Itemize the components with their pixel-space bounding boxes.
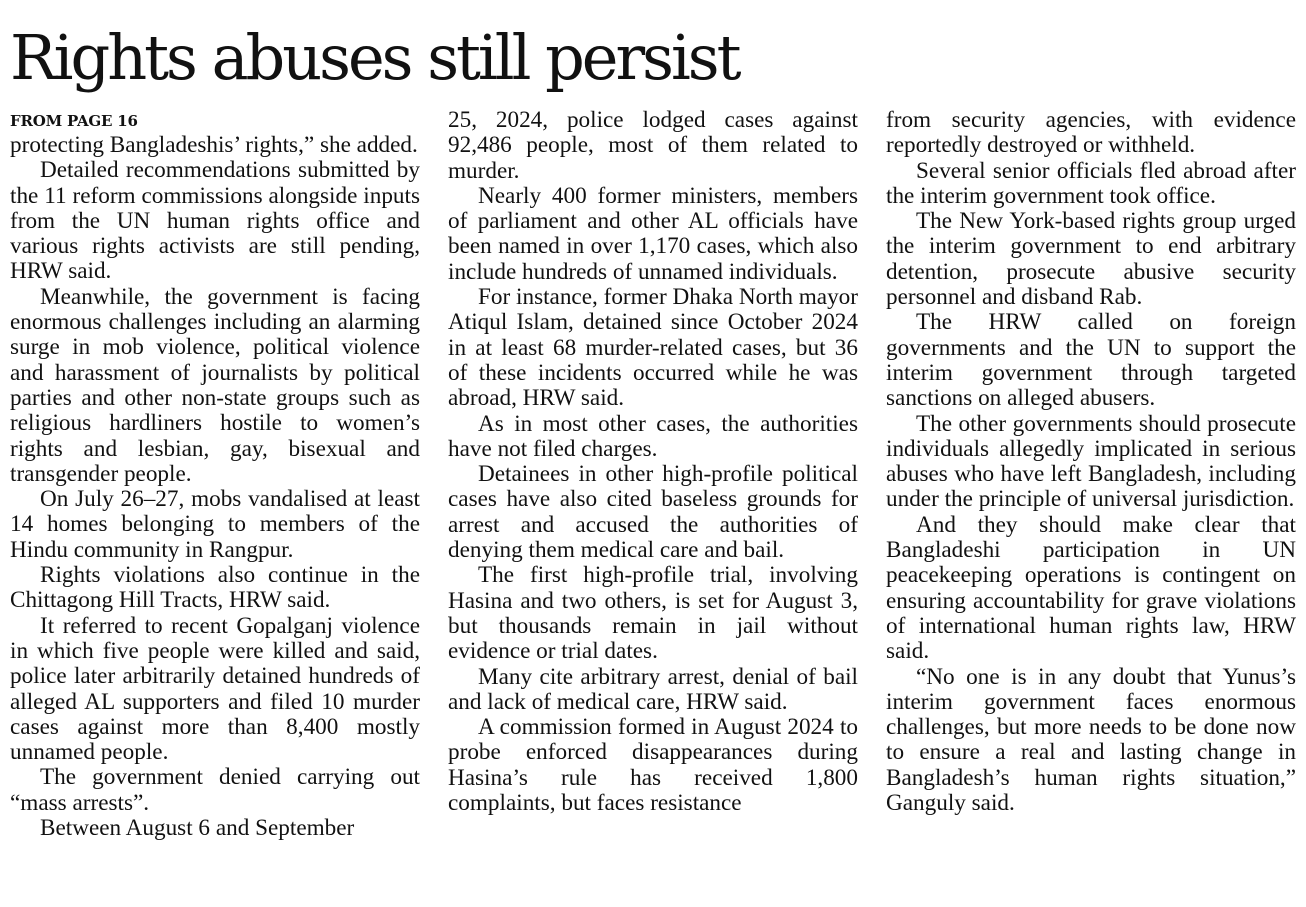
paragraph: Rights violations also continue in the Chittagong Hill Tracts, HRW said. [10, 562, 420, 614]
article-column-2 [448, 108, 858, 898]
article-column-3 [886, 108, 1296, 898]
paragraph: Several senior officials fled abroad after the interim government took office. [886, 157, 1296, 209]
article-column-1 [10, 108, 420, 898]
paragraph: The New York-based rights group urged the interim government to end arbitrary detention, prosecute abusive security personnel and disband Rab. [886, 208, 1296, 311]
paragraph: Detainees in other high-profile political cases have also cited baseless grounds for arrest and accused the authorities of denying them medical care and bail. [448, 461, 858, 564]
paragraph: “No one is in any doubt that Yunus’s interim government faces enormous challenges, but more needs to be done now to ensure a real and lasting change in Bangladesh’s human rights situation,” Ganguly said. [886, 663, 1296, 817]
paragraph: As in most other cases, the authorities have not filed charges. [448, 410, 858, 462]
paragraph: Nearly 400 former ministers, members of parliament and other AL officials have been named in over 1,170 cases, which also include hundreds of unnamed individuals. [448, 182, 858, 285]
paragraph: On July 26–27, mobs vandalised at least 14 homes belonging to members of the Hindu community in Rangpur. [10, 486, 420, 563]
paragraph: Many cite arbitrary arrest, denial of bail and lack of medical care, HRW said. [448, 663, 858, 715]
headline: Rights abuses still persist [10, 21, 739, 94]
paragraph: 25, 2024, police lodged cases against 92,486 people, most of them related to murder. [448, 108, 858, 184]
paragraph: The other governments should prosecute individuals allegedly implicated in serious abuses who have left Bangladesh, including under the principle of universal jurisdiction. [886, 410, 1296, 513]
paragraph: The first high-profile trial, involving Hasina and two others, is set for August 3, but thousands remain in jail without evidence or trial dates. [448, 562, 858, 665]
paragraph: Meanwhile, the government is facing enormous challenges including an alarming surge in mob violence, political violence and harassment of journalists by political parties and other non-state groups such as religious hardliners hostile to women’s rights and lesbian, gay, bisexual and transgender people. [10, 283, 420, 487]
paragraph: protecting Bangladeshis’ rights,” she added. [10, 132, 418, 158]
paragraph: And they should make clear that Bangladeshi participation in UN peacekeeping operations is contingent on ensuring accountability for grave violations of international human rights law, HRW said. [886, 511, 1296, 665]
paragraph: For instance, former Dhaka North mayor Atiqul Islam, detained since October 2024 in at least 68 murder-related cases, but 36 of these incidents occurred while he was abroad, HRW said. [448, 284, 858, 412]
paragraph: The HRW called on foreign governments and the UN to support the interim government through targeted sanctions on alleged abusers. [886, 309, 1296, 412]
paragraph: The government denied carrying out “mass arrests”. [10, 764, 420, 816]
paragraph: from security agencies, with evidence reportedly destroyed or withheld. [886, 108, 1296, 159]
paragraph: Detailed recommendations submitted by the 11 reform commissions alongside inputs from the UN human rights office and various rights activists are still pending, HRW said. [10, 157, 420, 285]
paragraph: It referred to recent Gopalganj violence in which five people were killed and said, police later arbitrarily detained hundreds of alleged AL supporters and filed 10 murder cases against more than 8,400 mostly unnamed people. [10, 612, 420, 766]
paragraph: A commission formed in August 2024 to probe enforced disappearances during Hasina’s rule has received 1,800 complaints, but faces resistance [448, 714, 858, 817]
paragraph: Between August 6 and September [40, 815, 355, 842]
continuation-kicker: FROM PAGE 16 [10, 112, 138, 130]
